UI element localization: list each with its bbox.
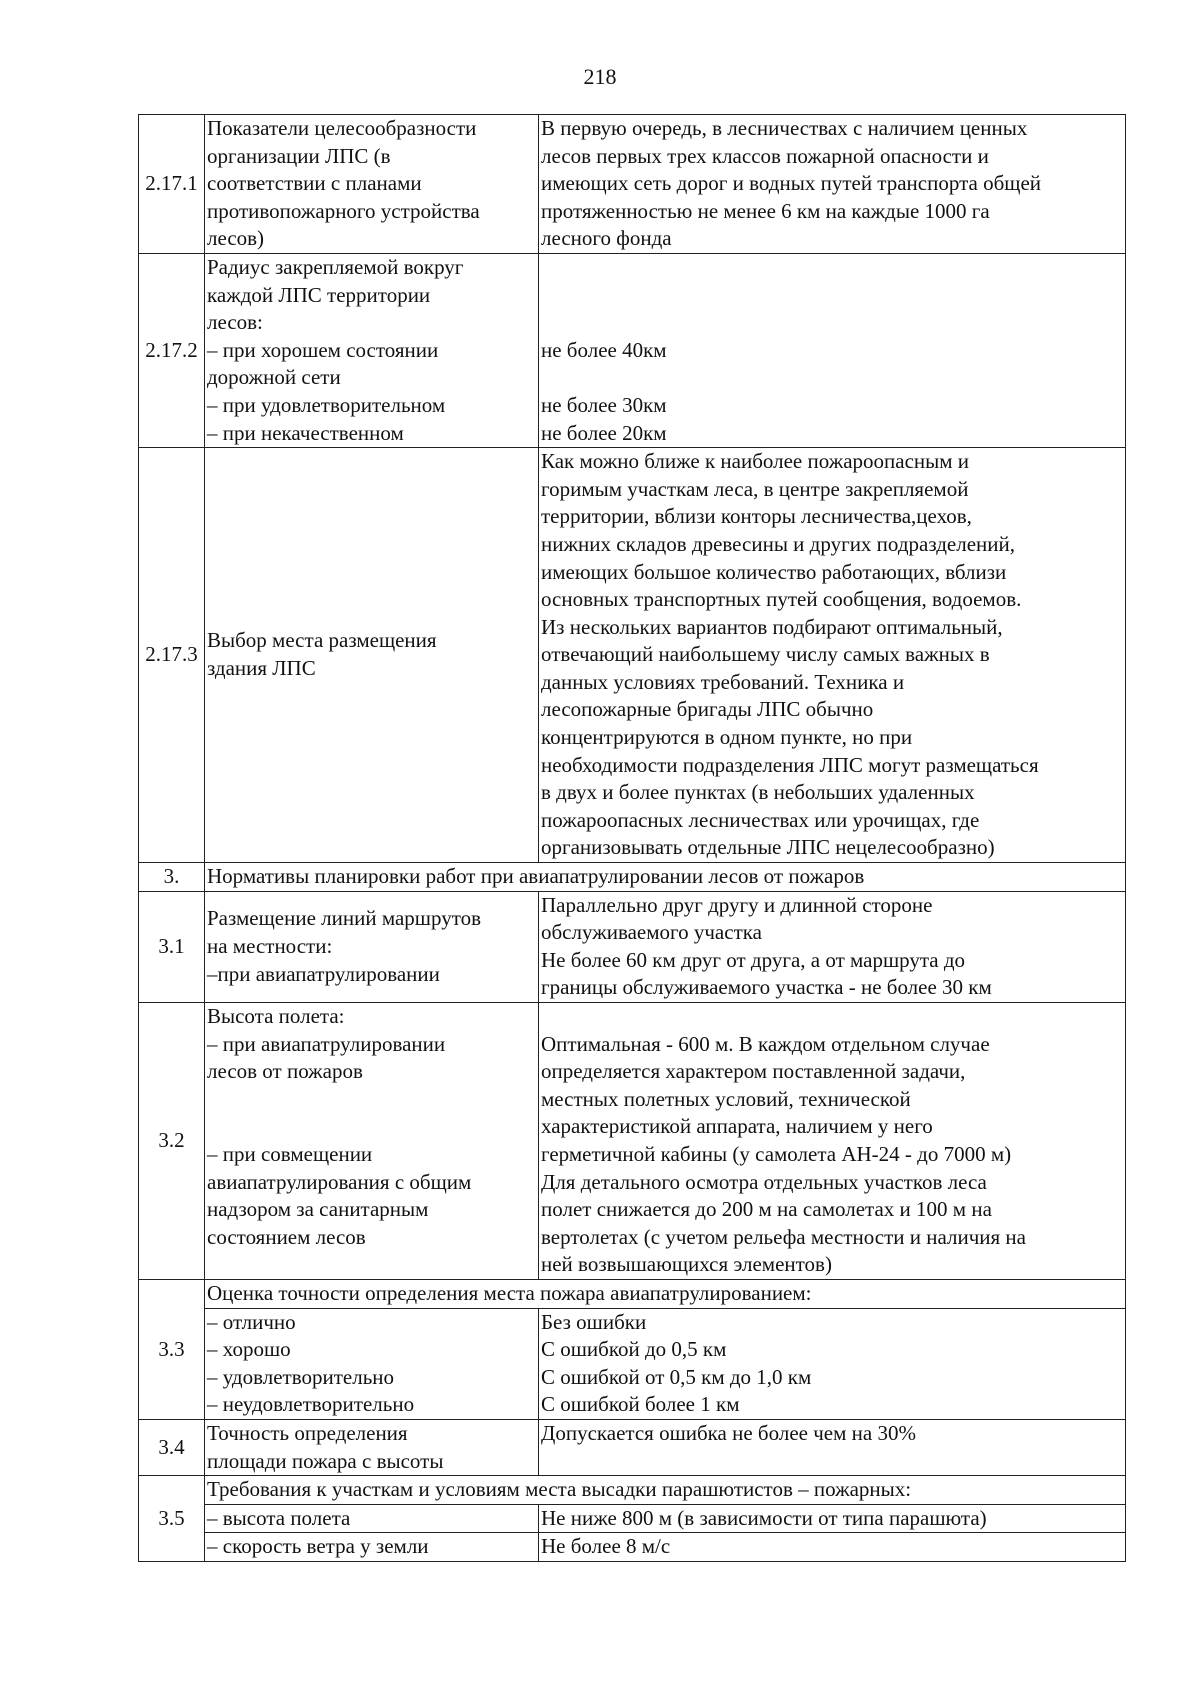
parameter-cell: Точность определения площади пожара с высоты	[205, 1419, 539, 1475]
parameter-cell: – отлично – хорошо – удовлетворительно – неудовлетворительно	[205, 1308, 539, 1419]
value-cell: Не ниже 800 м (в зависимости от типа парашюта)	[539, 1504, 1126, 1533]
table-row-2-17-2	[139, 253, 1126, 447]
subsection-title: Требования к участкам и условиям места высадки парашютистов – пожарных:	[205, 1476, 1126, 1505]
table-row-2-17-1	[139, 115, 1126, 254]
value-cell: В первую очередь, в лесничествах с наличием ценных лесов первых трех классов пожарной опасности и имеющих сеть дорог и водных путей транспорта общей протяженностью не менее 6 км на каждые 1000 га лесного фонда	[539, 115, 1126, 254]
row-number: 3.2	[139, 1003, 205, 1280]
parameter-cell: Радиус закрепляемой вокруг каждой ЛПС территории лесов: – при хорошем состоянии дорожной сети – при удовлетворительном – при некачественном	[205, 253, 539, 447]
table-row-3-3-title	[139, 1279, 1126, 1308]
section-number: 3.	[139, 863, 205, 892]
table-row-3-5-item	[139, 1533, 1126, 1562]
value-cell: Как можно ближе к наиболее пожароопасным и горимым участкам леса, в центре закрепляемой территории, вблизи конторы лесничества,цехов, нижних складов древесины и других подразделений, имеющих большое количество работающих, вблизи основных транспортных путей сообщения, водоемов. Из нескольких вариантов подбирают оптимальный, отвечающий наибольшему числу самых важных в данных условиях требований. Техника и лесопожарные бригады ЛПС обычно концентрируются в одном пункте, но при необходимости подразделения ЛПС могут размещаться в двух и более пунктах (в небольших удаленных пожароопасных лесничествах или урочищах, где организовывать отдельные ЛПС нецелесообразно)	[539, 448, 1126, 863]
parameter-cell: Размещение линий маршрутов на местности: –при авиапатрулировании	[205, 891, 539, 1002]
value-cell: не более 40км не более 30км не более 20км	[539, 253, 1126, 447]
value-cell: Без ошибки С ошибкой до 0,5 км С ошибкой от 0,5 км до 1,0 км С ошибкой более 1 км	[539, 1308, 1126, 1419]
norms-table	[138, 114, 1126, 1562]
page-number: 218	[583, 64, 617, 89]
subsection-title: Оценка точности определения места пожара авиапатрулированием:	[205, 1279, 1126, 1308]
row-number: 3.1	[139, 891, 205, 1002]
row-number: 3.5	[139, 1476, 205, 1562]
table-row-3-1	[139, 891, 1126, 1002]
table-row-section-3	[139, 863, 1126, 892]
table-row-3-5-item	[139, 1504, 1126, 1533]
table-row-3-2	[139, 1003, 1126, 1280]
parameter-cell: Выбор места размещения здания ЛПС	[205, 448, 539, 863]
value-cell: Параллельно друг другу и длинной стороне обслуживаемого участка Не более 60 км друг от друга, а от маршрута до границы обслуживаемого участка - не более 30 км	[539, 891, 1126, 1002]
parameter-cell: – высота полета	[205, 1504, 539, 1533]
row-number: 2.17.3	[139, 448, 205, 863]
row-number: 2.17.2	[139, 253, 205, 447]
parameter-cell: Показатели целесообразности организации ЛПС (в соответствии с планами противопожарного устройства лесов)	[205, 115, 539, 254]
value-cell: Оптимальная - 600 м. В каждом отдельном случае определяется характером поставленной задачи, местных полетных условий, технической характеристикой аппарата, наличием у него герметичной кабины (у самолета АН-24 - до 7000 м) Для детального осмотра отдельных участков леса полет снижается до 200 м на самолетах и 100 м на вертолетах (с учетом рельефа местности и наличия на ней возвышающихся элементов)	[539, 1003, 1126, 1280]
table-row-3-4	[139, 1419, 1126, 1475]
value-cell: Допускается ошибка не более чем на 30%	[539, 1419, 1126, 1475]
row-number: 2.17.1	[139, 115, 205, 254]
table-row-2-17-3	[139, 448, 1126, 863]
table-row-3-5-title	[139, 1476, 1126, 1505]
value-cell: Не более 8 м/с	[539, 1533, 1126, 1562]
table-row-3-3	[139, 1308, 1126, 1419]
parameter-cell: Высота полета: – при авиапатрулировании лесов от пожаров – при совмещении авиапатрулирования с общим надзором за санитарным состоянием лесов	[205, 1003, 539, 1280]
section-title: Нормативы планировки работ при авиапатрулировании лесов от пожаров	[205, 863, 1126, 892]
row-number: 3.4	[139, 1419, 205, 1475]
parameter-cell: – скорость ветра у земли	[205, 1533, 539, 1562]
row-number: 3.3	[139, 1279, 205, 1419]
